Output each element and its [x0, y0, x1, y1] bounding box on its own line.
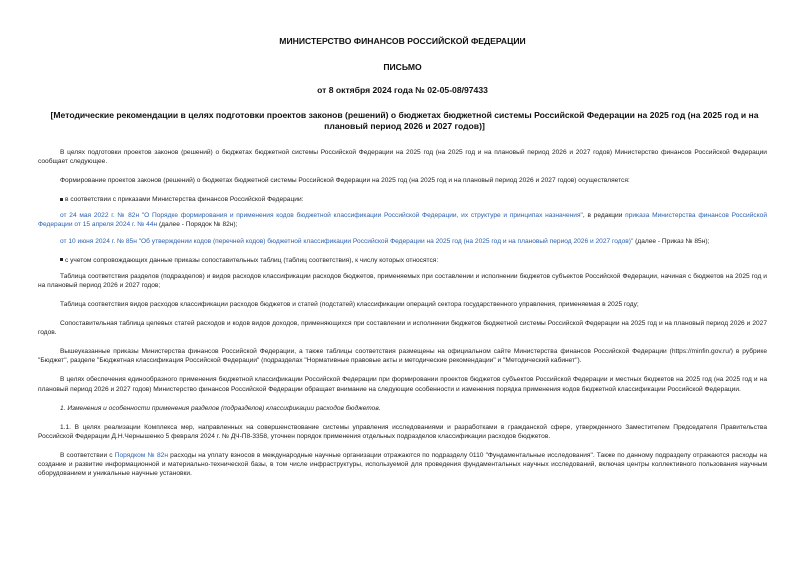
bullet-icon [60, 258, 63, 261]
date-number-heading: от 8 октября 2024 года № 02-05-08/97433 [317, 85, 488, 95]
bullet-icon [60, 198, 63, 201]
paragraph-table-1: Таблица соответствия разделов (подразделов) и видов расходов классификации расходов бюджетов, применяемых при составлении и исполнении бюджетов субъектов Российской Федерации, начиная с бюджетов на 2025 год и на плановый период 2026 и 2027 годов; [38, 272, 767, 289]
order-44n-link[interactable]: приказа Министерства финансов Российской Федерации от 15 апреля 2024 г. № 44н [38, 212, 768, 229]
list-item-orders [38, 195, 767, 204]
paragraph-fundamental-research: В соответствии с Порядком № 82н расходы на уплату взносов в международные научные организации отражаются по подразделу 0110 "Фундаментальные исследования". Также по данному подразделу отражаются расходы на создание и развитие информационной и материально-технической базы, в том числе инфраструктуры, используемой для проведения фундаментальных научных исследований, включая центры коллективного пользования научным оборудованием и уникальные научные установки. [38, 451, 767, 478]
paragraph-unification: В целях обеспечения единообразного применения бюджетной классификации Российской Федерации при формировании проектов бюджетов субъектов Российской Федерации и местных бюджетов на 2025 год (на 2025 год и на плановый период 2026 и 2027 годов) Министерство финансов Российской Федерации обращает внимание на следующие особенности и изменения порядка применения кодов бюджетной классификации Российской Федерации. [38, 376, 767, 393]
paragraph-order-85n: от 10 июня 2024 г. № 85н "Об утверждении кодов (перечней кодов) бюджетной классификации Российской Федерации на 2025 год (на 2025 год и на плановый период 2026 и 2027 годов)" (далее - Приказ № 85н); [60, 237, 710, 245]
order-82n-link[interactable]: от 24 мая 2022 г. № 82н "О Порядке формирования и применения кодов бюджетной классификации Российской Федерации, их структуре и принципах назначения" [60, 212, 583, 220]
paragraph-1-1: 1.1. В целях реализации Комплекса мер, направленных на совершенствование системы управления исследованиями и разработками в гражданской сфере, утвержденного Заместителем Председателя Правительства Российской Федерации Д.Н.Чернышенко 5 февраля 2024 г. № ДЧ-П8-3358, уточнен порядок применения отдельных подразделов классификации расходов бюджетов. [38, 423, 767, 440]
order-82n-ref-link[interactable]: Порядком № 82н [114, 451, 168, 459]
order-85n-link[interactable]: от 10 июня 2024 г. № 85н "Об утверждении кодов (перечней кодов) бюджетной классификации Российской Федерации на 2025 год (на 2025 год и на плановый период 2026 и 2027 годов)" [60, 237, 634, 245]
paragraph-intro: В целях подготовки проектов законов (решений) о бюджетах бюджетной системы Российской Федерации на 2025 год (на 2025 год и на плановый период 2026 и 2027 годов) Министерство финансов Российской Федерации сообщает следующее. [38, 149, 767, 166]
paragraph-website: Вышеуказанные приказы Министерства финансов Российской Федерации, а также таблицы соответствия размещены на официальном сайте Министерства финансов Российской Федерации (https://minfin.gov.ru/) в рубрике "Бюджет", разделе "Бюджетная классификация Российской Федерации" (подразделах "Нормативные правовые акты и методические рекомендации" и "Методический кабинет"). [38, 348, 767, 365]
list-item-text: в соответствии с приказами Министерства финансов Российской Федерации: [65, 196, 304, 204]
section-heading-1: 1. Изменения и особенности применения разделов (подразделов) классификации расходов бюджетов. [60, 404, 381, 412]
paragraph-table-3: Сопоставительная таблица целевых статей расходов и кодов видов доходов, применяющихся при составлении и исполнении бюджетов бюджетной системы Российской Федерации на 2025 год и на плановый период 2026 и 2027 годов. [38, 320, 767, 337]
paragraph-formation: Формирование проектов законов (решений) о бюджетах бюджетной системы Российской Федерации на 2025 год (на 2025 год и на плановый период 2026 и 2027 годов) осуществляется: [60, 177, 630, 185]
doc-type-heading: ПИСЬМО [383, 62, 422, 72]
list-item-text: с учетом сопровождающих данные приказы сопоставительных таблиц (таблиц соответствия), к числу которых относятся: [65, 256, 439, 264]
paragraph-order-82n: от 24 мая 2022 г. № 82н "О Порядке формирования и применения кодов бюджетной классификации Российской Федерации, их структуре и принципах назначения", в редакции приказа Министерства финансов Российской Федерации от 15 апреля 2024 г. № 44н (далее - Порядок № 82н); [38, 212, 768, 229]
list-item-tables [38, 256, 767, 265]
document-title: [Методические рекомендации в целях подготовки проектов законов (решений) о бюджетах бюджетной системы Российской Федерации на 2025 год (на 2025 год и на плановый период 2026 и 2027 годов)] [50, 110, 759, 131]
ministry-heading: МИНИСТЕРСТВО ФИНАНСОВ РОССИЙСКОЙ ФЕДЕРАЦИИ [279, 36, 526, 46]
paragraph-table-2: Таблица соответствия видов расходов классификации расходов бюджетов и статей (подстатей) классификации операций сектора государственного управления, применяемая в 2025 году; [60, 300, 639, 308]
